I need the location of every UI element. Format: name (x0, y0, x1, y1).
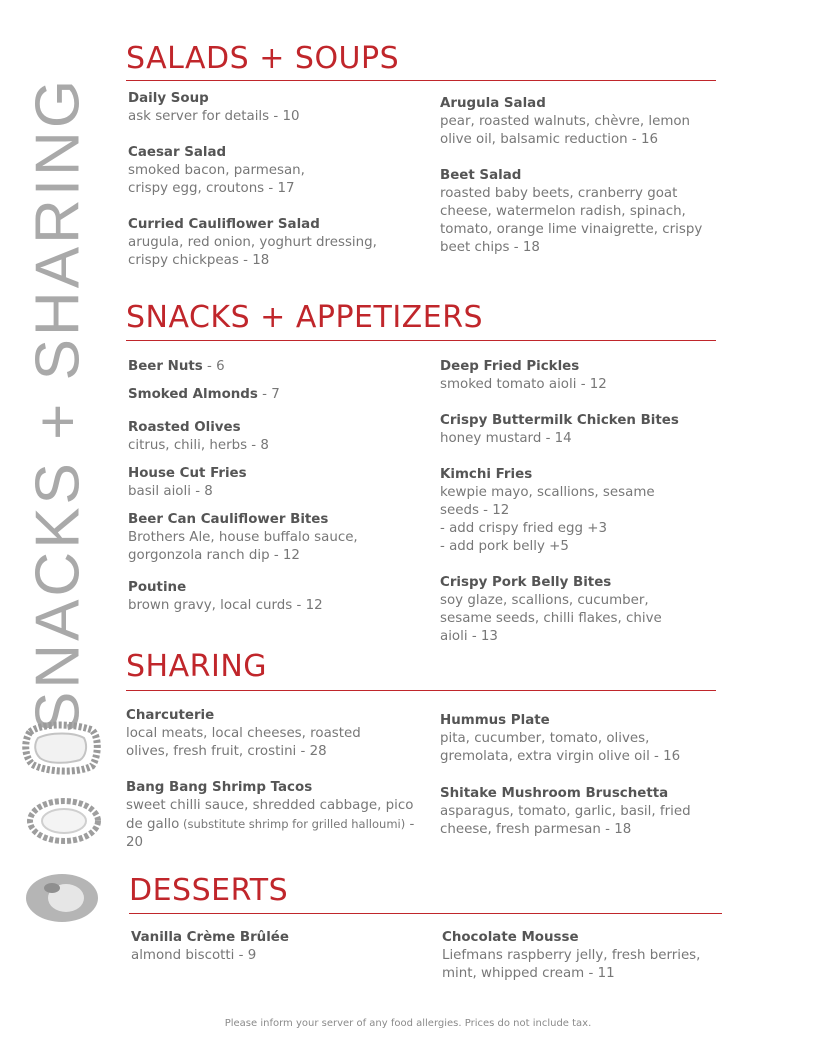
section-title-sharing: SHARING (126, 649, 268, 684)
item-name: Roasted Olives (128, 420, 241, 435)
item-name: Charcuterie (126, 708, 215, 723)
item-desc: arugula, red onion, yoghurt dressing, crispy chickpeas - 18 (128, 235, 377, 268)
section-title-salads: SALADS + SOUPS (126, 41, 400, 76)
menu-item (128, 419, 418, 455)
item-desc: soy glaze, scallions, cucumber, sesame seeds, chilli flakes, chive aioli - 13 (440, 593, 662, 644)
menu-item (128, 90, 418, 126)
item-desc: local meats, local cheeses, roasted olives, fresh fruit, crostini - 28 (126, 726, 361, 759)
menu-item (128, 358, 418, 376)
menu-item (128, 465, 418, 501)
item-name: Arugula Salad (440, 96, 546, 111)
item-desc: sweet chilli sauce, shredded cabbage, pico de gallo (126, 798, 414, 832)
menu-item (440, 785, 715, 839)
item-name: Bang Bang Shrimp Tacos (126, 780, 313, 795)
item-name: Caesar Salad (128, 145, 227, 160)
plate-illustration-3 (22, 870, 102, 926)
item-desc: basil aioli - 8 (128, 484, 213, 499)
menu-item (128, 144, 338, 198)
item-name: Chocolate Mousse (442, 930, 579, 945)
menu-item (131, 929, 421, 965)
menu-item (440, 574, 680, 646)
menu-item (126, 779, 426, 852)
item-desc: Brothers Ale, house buffalo sauce, gorgonzola ranch dip - 12 (128, 530, 358, 563)
item-desc: smoked bacon, parmesan, crispy egg, croutons - 17 (128, 163, 305, 196)
item-note: (substitute shrimp for grilled halloumi) (179, 817, 406, 831)
item-desc: honey mustard - 14 (440, 431, 572, 446)
item-name: Crispy Pork Belly Bites (440, 575, 612, 590)
menu-item (440, 712, 710, 766)
item-desc: brown gravy, local curds - 12 (128, 598, 323, 613)
item-desc: almond biscotti - 9 (131, 948, 257, 963)
item-price: - 20 (126, 817, 415, 850)
item-desc: asparagus, tomato, garlic, basil, fried cheese, fresh parmesan - 18 (440, 804, 691, 837)
footer-note: Please inform your server of any food allergies. Prices do not include tax. (224, 1018, 592, 1029)
section-title-snacks: SNACKS + APPETIZERS (126, 300, 484, 335)
section-rule-salads (126, 80, 716, 81)
item-name: House Cut Fries (128, 466, 247, 481)
item-desc: Liefmans raspberry jelly, fresh berries, mint, whipped cream - 11 (442, 948, 701, 981)
menu-item (126, 707, 391, 761)
item-desc: pear, roasted walnuts, chèvre, lemon olive oil, balsamic reduction - 16 (440, 114, 691, 147)
item-name: Beet Salad (440, 168, 522, 183)
item-price: - 6 (202, 359, 225, 374)
item-addon: - add crispy fried egg +3 (440, 521, 607, 536)
menu-item (128, 579, 418, 615)
plate-illustration-2 (24, 796, 104, 846)
menu-item (440, 358, 730, 394)
menu-item (440, 412, 730, 448)
menu-item (440, 466, 685, 556)
item-name: Daily Soup (128, 91, 209, 106)
item-name: Curried Cauliflower Salad (128, 217, 320, 232)
item-desc-group (126, 797, 426, 852)
item-name: Beer Nuts (128, 359, 203, 374)
menu-item (128, 216, 418, 270)
side-title-text: SNACKS + SHARING (23, 76, 93, 734)
item-name: Kimchi Fries (440, 467, 533, 482)
section-rule-desserts (129, 913, 722, 914)
item-desc: pita, cucumber, tomato, olives, gremolata, extra virgin olive oil - 16 (440, 731, 681, 764)
item-desc: smoked tomato aioli - 12 (440, 377, 607, 392)
item-desc: roasted baby beets, cranberry goat cheese, watermelon radish, spinach, tomato, orange lime vinaigrette, crispy beet chips - 18 (440, 186, 703, 255)
side-title (18, 76, 98, 734)
menu-item (440, 167, 725, 257)
item-name: Shitake Mushroom Bruschetta (440, 786, 669, 801)
item-addon: - add pork belly +5 (440, 539, 569, 554)
item-desc: ask server for details - 10 (128, 109, 300, 124)
plate-illustration-1 (22, 720, 102, 776)
section-rule-sharing (126, 690, 716, 691)
item-name: Beer Can Cauliflower Bites (128, 512, 329, 527)
item-desc: kewpie mayo, scallions, sesame seeds - 12 (440, 485, 655, 518)
item-desc: citrus, chili, herbs - 8 (128, 438, 269, 453)
item-name: Poutine (128, 580, 187, 595)
item-name: Vanilla Crème Brûlée (131, 930, 289, 945)
menu-item (128, 386, 418, 404)
item-name: Smoked Almonds (128, 387, 258, 402)
menu-item (442, 929, 727, 983)
item-price: - 7 (257, 387, 280, 402)
section-rule-snacks (126, 340, 716, 341)
item-name: Hummus Plate (440, 713, 550, 728)
menu-item (440, 95, 725, 149)
section-title-desserts: DESSERTS (129, 873, 289, 908)
menu-item (128, 511, 388, 565)
item-name: Crispy Buttermilk Chicken Bites (440, 413, 679, 428)
item-name: Deep Fried Pickles (440, 359, 580, 374)
